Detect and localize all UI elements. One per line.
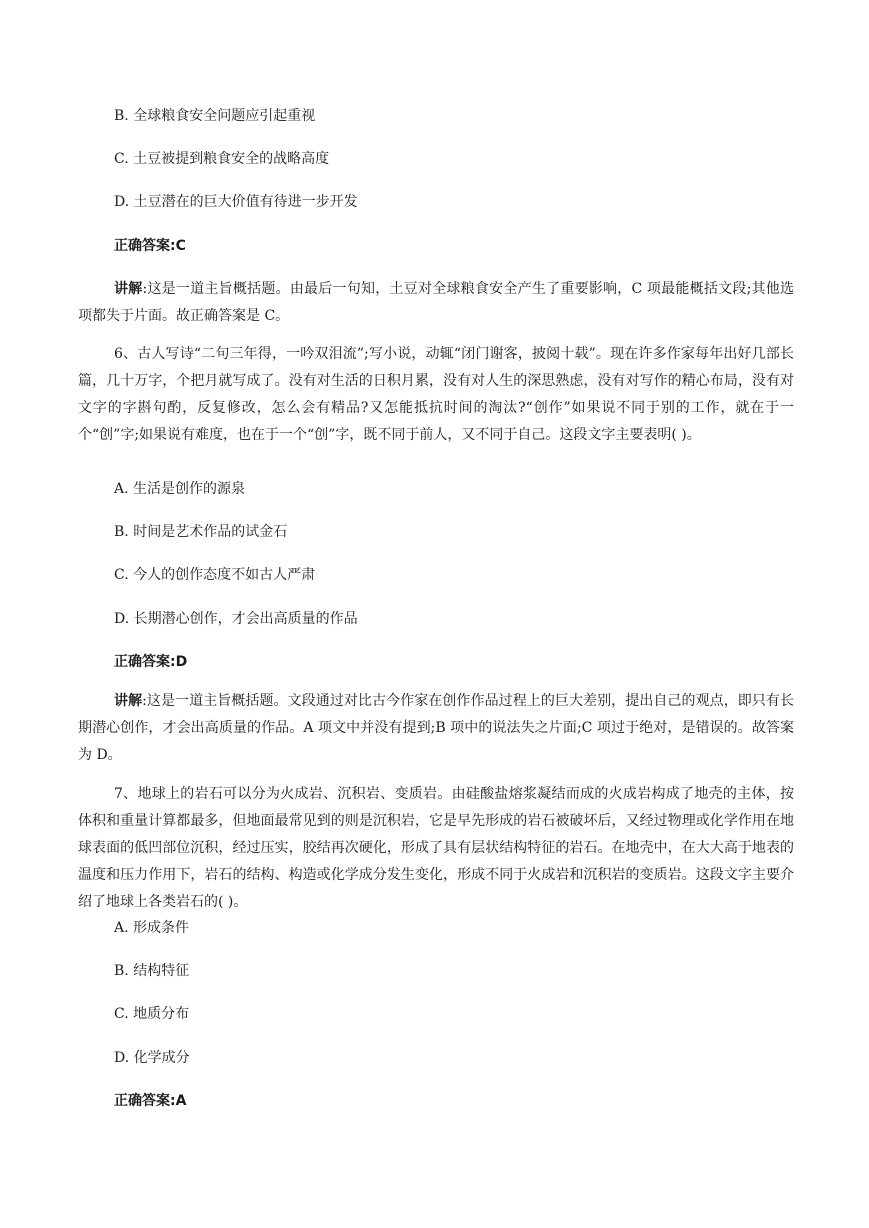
q5-option-b: B. 全球粮食安全问题应引起重视 <box>114 108 316 124</box>
q5-option-d: D. 土豆潜在的巨大价值有待进一步开发 <box>114 194 358 210</box>
q5-explanation <box>78 276 794 330</box>
q6-option-b: B. 时间是艺术作品的试金石 <box>114 524 288 540</box>
q7-stem: 7、地球上的岩石可以分为火成岩、沉积岩、变质岩。由硅酸盐熔浆凝结而成的火成岩构成了地壳的主体，按体积和重量计算都最多，但地面最常见到的则是沉积岩，它是早先形成的岩石被破坏后，又经过物理或化学作用在地球表面的低凹部位沉积，经过压实，胶结再次硬化，形成了具有层状结构特征的岩石。在地壳中，在大大高于地表的温度和压力作用下，岩石的结构、构造或化学成分发生变化，形成不同于火成岩和沉积岩的变质岩。这段文字主要介绍了地球上各类岩石的( )。 <box>78 786 794 910</box>
q6-explanation <box>78 688 794 769</box>
q7-option-a: A. 形成条件 <box>114 920 190 936</box>
q6-stem: 6、古人写诗“二句三年得，一吟双泪流”;写小说，动辄“闭门谢客，披阅十载”。现在许多作家每年出好几部长篇，几十万字，个把月就写成了。没有对生活的日积月累，没有对人生的深思熟虑，没有对写作的精心布局，没有对文字的字斟句酌，反复修改，怎么会有精品?又怎能抵抗时间的淘汰?“创作”如果说不同于别的工作，就在于一个“创”字;如果说有难度，也在于一个“创”字，既不同于前人，又不同于自己。这段文字主要表明( )。 <box>78 346 794 443</box>
q6-option-a: A. 生活是创作的源泉 <box>114 481 246 497</box>
q5-answer: 正确答案:C <box>114 238 186 254</box>
q7-option-d: D. 化学成分 <box>114 1050 190 1066</box>
q6-explanation-label: 讲解 <box>114 693 143 709</box>
q7-option-b: B. 结构特征 <box>114 963 190 979</box>
q6-explanation-text: :这是一道主旨概括题。文段通过对比古今作家在创作作品过程上的巨大差别，提出自己的观点，即只有长期潜心创作，才会出高质量的作品。A 项文中并没有提到;B 项中的说法失之片面;C 项过于绝对，是错误的。故答案为 D。 <box>78 693 794 763</box>
q6-option-c: C. 今人的创作态度不如古人严肃 <box>114 567 316 583</box>
q6-option-d: D. 长期潜心创作，才会出高质量的作品 <box>114 611 358 627</box>
q5-explanation-label: 讲解 <box>114 281 143 297</box>
q6-answer: 正确答案:D <box>114 654 188 670</box>
q7-answer: 正确答案:A <box>114 1093 187 1109</box>
q5-explanation-text: :这是一道主旨概括题。由最后一句知，土豆对全球粮食安全产生了重要影响，C 项最能概括文段;其他选项都失于片面。故正确答案是 C。 <box>78 281 795 324</box>
q7-option-c: C. 地质分布 <box>114 1006 190 1022</box>
q5-option-c: C. 土豆被提到粮食安全的战略高度 <box>114 151 330 167</box>
